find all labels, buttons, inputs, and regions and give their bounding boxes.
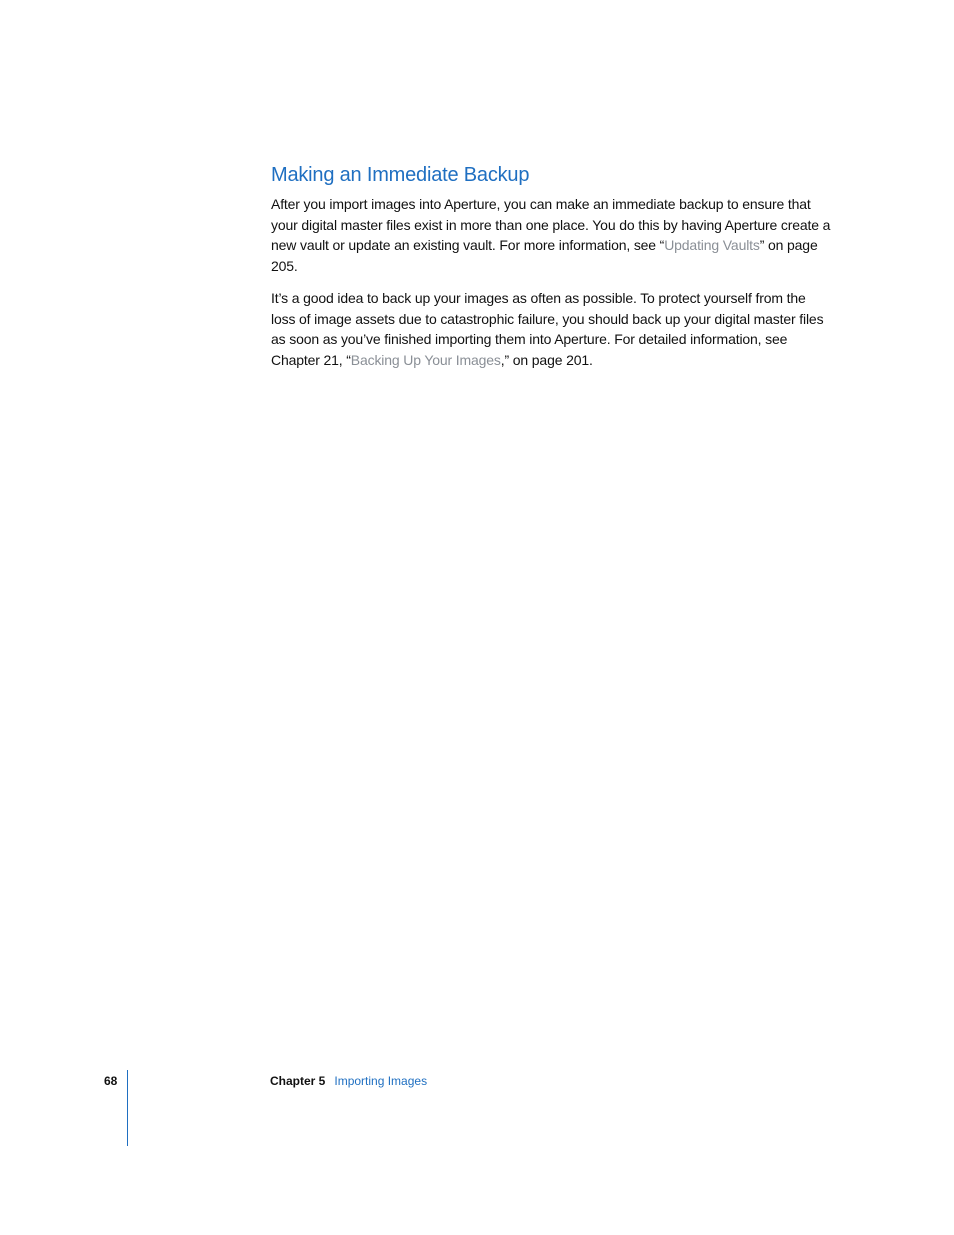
paragraph-1-text: After you import images into Aperture, you can make an immediate backup to ensure that your digital master files exist in more than one place. You do this by having Aperture create a new vault or update an existing vault. For more information, see “ [271,196,831,253]
link-backing-up-images[interactable]: Backing Up Your Images [350,351,501,368]
main-content [271,160,831,382]
link-updating-vaults[interactable]: Updating Vaults [664,237,760,253]
footer-chapter [270,1073,427,1089]
footer-divider [127,1070,128,1146]
chapter-label: Chapter 5 [270,1074,326,1088]
section-heading: Making an Immediate Backup [271,164,530,186]
page-number: 68 [104,1074,118,1088]
paragraph-1-tail: ” on page 205. [271,237,818,274]
paragraph-2-text: It’s a good idea to back up your images as often as possible. To protect yourself from the loss of image assets due to catastrophic failure, you should back up your digital master files as soon as you’ve finished importing them into Aperture. For detailed information, see Chapter 21, “ [271,290,824,368]
paragraph-1 [271,194,831,276]
paragraph-2-tail: ,” on page 201. [500,351,593,368]
chapter-title-link[interactable]: Importing Images [334,1074,428,1088]
paragraph-2 [271,288,831,370]
